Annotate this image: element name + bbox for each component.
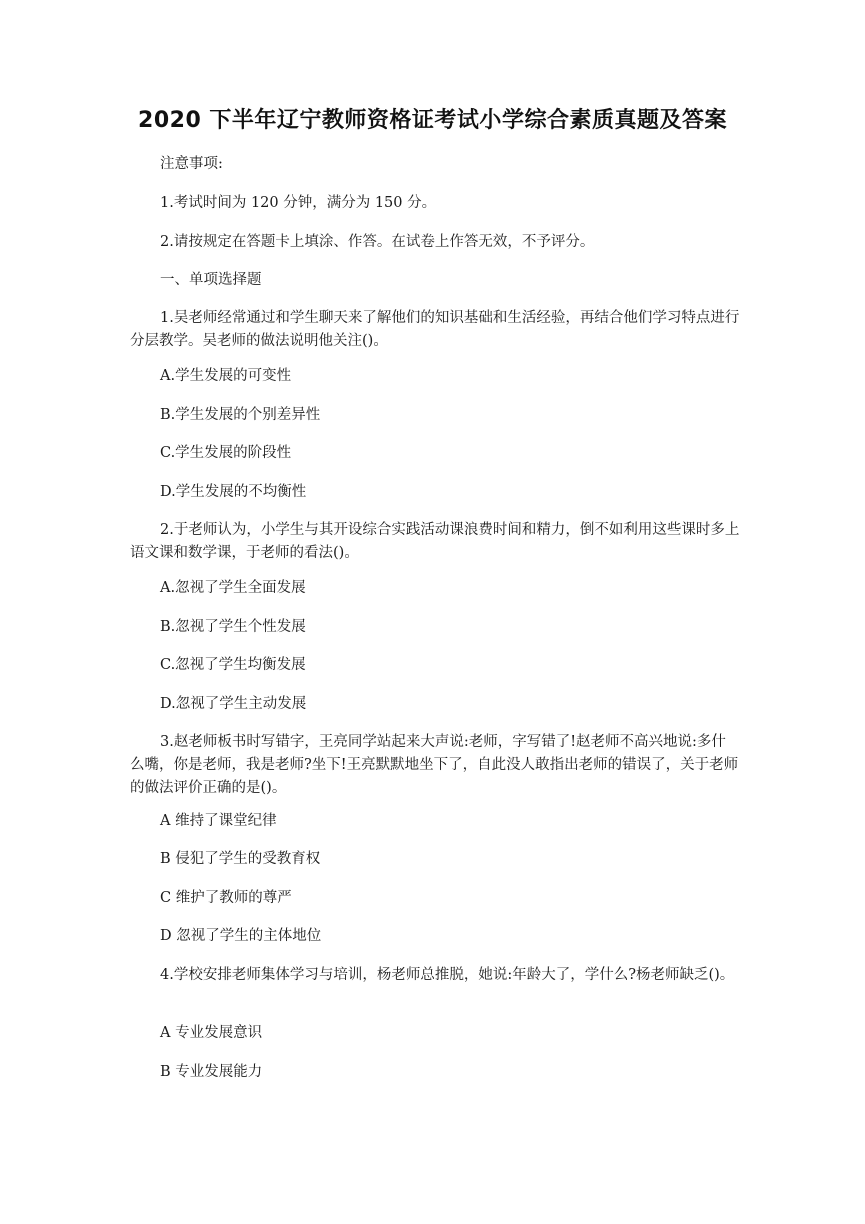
- question-4-option-a: A 专业发展意识: [160, 1025, 263, 1041]
- question-3-option-d: D 忽视了学生的主体地位: [160, 928, 322, 944]
- notice-heading: 注意事项:: [160, 156, 223, 172]
- question-1-option-b: B.学生发展的个别差异性: [160, 407, 321, 423]
- notice-item-2: 2.请按规定在答题卡上填涂、作答。在试卷上作答无效，不予评分。: [160, 234, 595, 250]
- question-1-option-c: C.学生发展的阶段性: [160, 445, 292, 461]
- question-4-option-b: B 专业发展能力: [160, 1064, 263, 1080]
- question-3-option-a: A 维持了课堂纪律: [160, 813, 277, 829]
- question-4-stem: 4.学校安排老师集体学习与培训，杨老师总推脱，她说:年龄大了，学什么?杨老师缺乏()。: [160, 967, 735, 983]
- page-title: 2020 下半年辽宁教师资格证考试小学综合素质真题及答案: [138, 108, 727, 133]
- section-heading: 一、单项选择题: [160, 272, 262, 288]
- question-3-option-c: C 维护了教师的尊严: [160, 890, 292, 906]
- question-2-option-c: C.忽视了学生均衡发展: [160, 657, 306, 673]
- notice-item-1: 1.考试时间为 120 分钟，满分为 150 分。: [160, 195, 437, 211]
- question-2-option-b: B.忽视了学生个性发展: [160, 619, 306, 635]
- question-3-option-b: B 侵犯了学生的受教育权: [160, 851, 321, 867]
- question-1-option-a: A.学生发展的可变性: [160, 368, 292, 384]
- question-1-option-d: D.学生发展的不均衡性: [160, 484, 307, 500]
- question-2-option-a: A.忽视了学生全面发展: [160, 580, 306, 596]
- question-2-stem: 2.于老师认为，小学生与其开设综合实践活动课浪费时间和精力，倒不如利用这些课时多上语文课和数学课，于老师的看法()。: [130, 522, 740, 561]
- question-3-stem: 3.赵老师板书时写错字，王亮同学站起来大声说:老师，字写错了!赵老师不高兴地说:多什么嘴，你是老师，我是老师?坐下!王亮默默地坐下了，自此没人敢指出老师的错误了，关于老师的做法评价正确的是()。: [130, 734, 739, 796]
- question-1-stem: 1.吴老师经常通过和学生聊天来了解他们的知识基础和生活经验，再结合他们学习特点进行分层教学。吴老师的做法说明他关注()。: [130, 310, 740, 349]
- question-2-option-d: D.忽视了学生主动发展: [160, 696, 307, 712]
